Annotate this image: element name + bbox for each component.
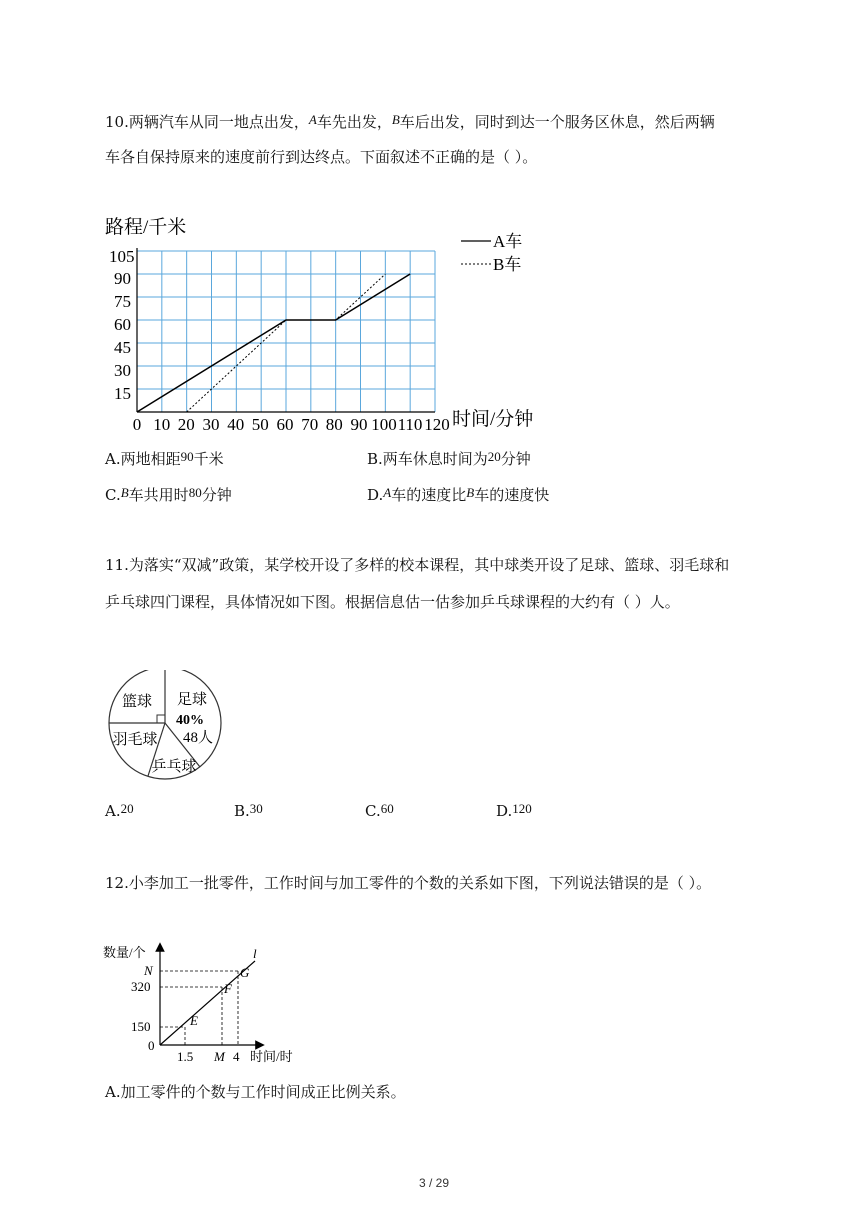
label-m: M (214, 1049, 225, 1064)
y-axis-title: 数量/个 (103, 945, 146, 960)
pie-label-basketball: 篮球 (121, 694, 153, 710)
q11-pie-chart (100, 670, 230, 785)
q12-stem-line1: 12.小李加工一批零件，工作时间与加工零件的个数的关系如下图，下列说法错误的是（ ）。 (105, 874, 712, 892)
q10-option-d[interactable]: D.A车的速度比B车的速度快 (367, 485, 550, 504)
point-g-label: G (240, 965, 250, 980)
legend-b-label: B车 (493, 255, 522, 274)
y-tick-label: 15 (114, 384, 131, 403)
legend-a-label: A车 (493, 232, 523, 251)
x-tick-label: 50 (251, 415, 269, 434)
pie-label-badminton: 羽毛球 (112, 732, 158, 748)
x-tick-label: 100 (371, 415, 397, 434)
x-tick-label: 10 (153, 415, 171, 434)
pie-label-pingpong: 乒乓球 (151, 759, 197, 775)
y-tick-label: 90 (114, 269, 131, 288)
q10-option-c[interactable]: C.B车共用时80分钟 (105, 485, 232, 504)
label-1-5: 1.5 (177, 1049, 194, 1064)
q10-stem-line1: 10.两辆汽车从同一地点出发，A车先出发，B车后出发，同时到达一个服务区休息，然后两辆 (105, 112, 715, 131)
q10-option-a[interactable]: A.两地相距90千米 (105, 449, 224, 468)
x-tick-label: 20 (177, 415, 195, 434)
y-axis-title: 路程/千米 (105, 217, 187, 238)
chart-grid (137, 251, 435, 412)
point-e-label: E (190, 1013, 198, 1028)
q11-stem-line2: 乒乓球四门课程，具体情况如下图。根据信息估一估参加乒乓球课程的大约有（ ）人。 (105, 593, 680, 611)
q11-option-b[interactable]: B.30 (234, 801, 263, 820)
q11-stem-line1: 11.为落实“双减”政策，某学校开设了多样的校本课程，其中球类开设了足球、篮球、羽毛球和 (105, 556, 730, 574)
pie-label-football: 足球 (176, 692, 208, 708)
x-tick-label: 90 (350, 415, 368, 434)
label-n: N (144, 963, 153, 978)
y-tick-label: 45 (114, 338, 131, 357)
x-tick-label: 40 (227, 415, 245, 434)
q11-option-c[interactable]: C.60 (365, 801, 394, 820)
x-tick-label: 80 (325, 415, 343, 434)
y-tick-label: 105 (109, 247, 135, 266)
pie-label-football-pct: 40% (176, 713, 204, 728)
label-origin: 0 (148, 1038, 155, 1053)
page-number: 3 / 29 (418, 1176, 450, 1190)
q12-option-a[interactable]: A.加工零件的个数与工作时间成正比例关系。 (105, 1083, 406, 1101)
x-axis-title: 时间/时 (250, 1049, 293, 1064)
x-tick-label: 0 (132, 415, 142, 434)
y-tick-label: 60 (114, 315, 131, 334)
right-angle-mark (157, 715, 165, 723)
x-axis-title: 时间/分钟 (452, 409, 534, 430)
label-4: 4 (233, 1049, 240, 1064)
point-f-label: F (224, 981, 232, 996)
x-tick-label: 70 (301, 415, 319, 434)
q10-option-b[interactable]: B.两车休息时间为20分钟 (367, 449, 531, 468)
label-320: 320 (131, 979, 151, 994)
x-tick-label: 30 (202, 415, 220, 434)
y-tick-label: 75 (114, 292, 131, 311)
q10-stem-line2: 车各自保持原来的速度前行到达终点。下面叙述不正确的是（ ）。 (105, 148, 538, 166)
q11-option-d[interactable]: D.120 (496, 801, 532, 820)
q10-line-chart (95, 205, 555, 440)
label-150: 150 (131, 1019, 151, 1034)
pie-label-football-count: 48人 (182, 730, 214, 746)
x-tick-label: 120 (424, 415, 450, 434)
line-label-l: l (253, 946, 257, 961)
y-tick-label: 30 (114, 361, 131, 380)
q11-option-a[interactable]: A.20 (105, 801, 134, 820)
q12-line-graph (100, 935, 320, 1070)
x-tick-label: 60 (276, 415, 294, 434)
x-tick-label: 110 (397, 415, 423, 434)
